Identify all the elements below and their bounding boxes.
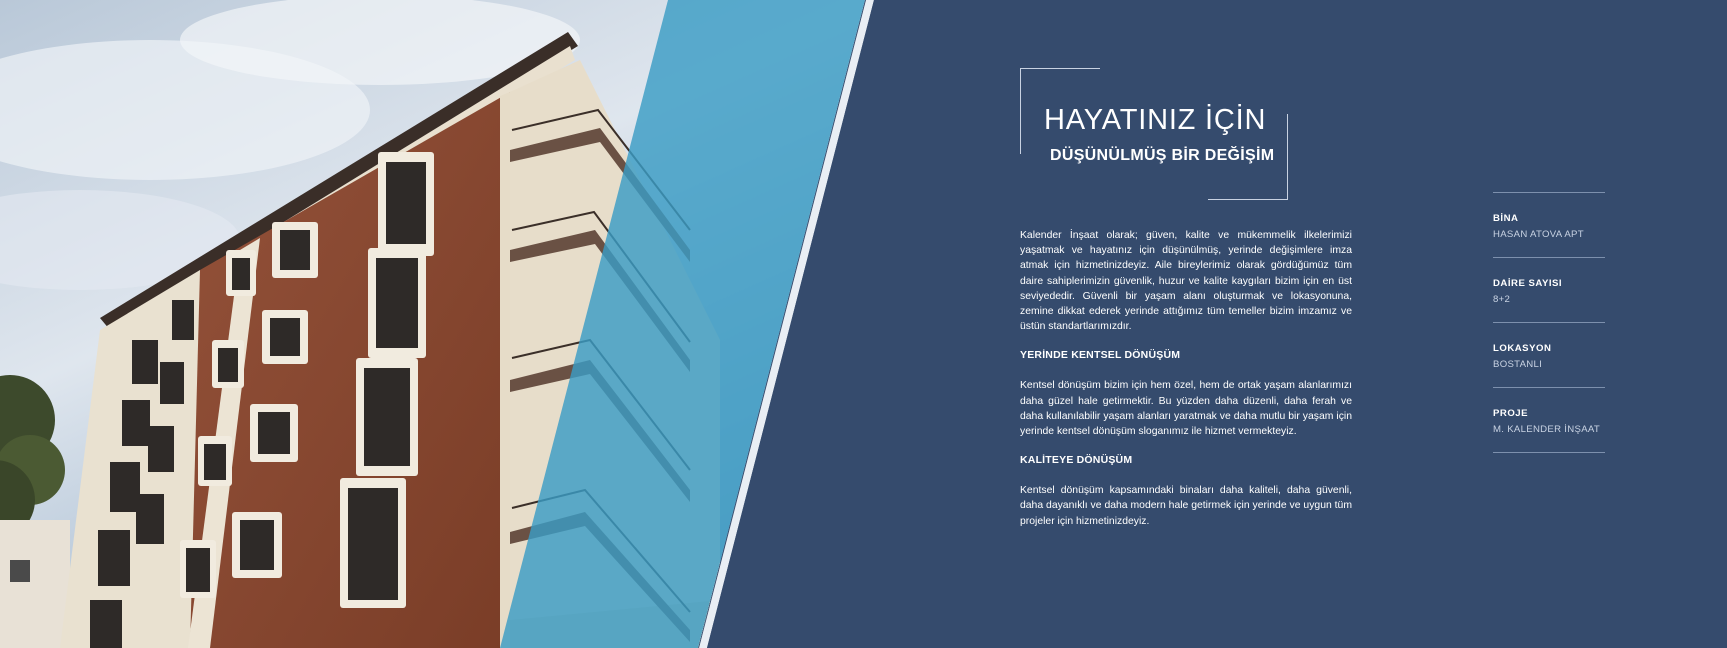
info-label: PROJE: [1493, 408, 1529, 419]
section-paragraph: Kentsel dönüşüm kapsamındaki binaları daha kaliteli, daha güvenli, daha dayanıklı ve daha modern hale getirmek için yerinde ve uygun tüm projeler için hizmetinizdeyiz.: [1020, 485, 1352, 527]
info-item-daire-sayisi: [1493, 258, 1605, 323]
title-frame: [1020, 68, 1288, 200]
info-value: M. KALENDER İNŞAAT: [1493, 424, 1601, 435]
info-value: BOSTANLI: [1493, 359, 1543, 370]
frame-line: [1020, 68, 1100, 69]
info-value: HASAN ATOVA APT: [1493, 229, 1584, 240]
info-item-bina: [1493, 193, 1605, 258]
frame-line: [1020, 68, 1021, 154]
info-item-proje: [1493, 388, 1605, 453]
frame-line: [1287, 114, 1288, 200]
info-label: BİNA: [1493, 213, 1519, 224]
page-title: HAYATINIZ İÇİN: [1044, 104, 1267, 136]
section-paragraph: Kentsel dönüşüm bizim için hem özel, hem de ortak yaşam alanlarımızı daha güzel hale getirmektir. Bu yüzden daha düzenli, daha ferah ve daha kullanılabilir yaşam alanları yaratmak ve daha mutlu bir yaşam için yerinde kentsel dönüşüm sloganımız ile hizmet vermekteyiz.: [1020, 380, 1352, 438]
section-heading: YERİNDE KENTSEL DÖNÜŞÜM: [1020, 349, 1181, 362]
frame-line: [1208, 199, 1288, 200]
project-info: [1493, 192, 1605, 453]
info-label: DAİRE SAYISI: [1493, 278, 1563, 289]
intro-paragraph: Kalender İnşaat olarak; güven, kalite ve mükemmelik ilkelerimizi yaşatmak ve hayatınız için düşünülmüş, yerinde değişimlere imza atmak için hizmetinizdeyiz. Aile bireylerimiz olarak gördüğümüz tüm daire sahiplerimizin güvenlik, huzur ve kalite kaygıları bizim için en üst seviyededir. Güvenli bir yaşam alanı oluşturmak ve lokasyonuna, zemine dikkat ederek yerinde attığımız tüm temeller bizim imzamız ve üstün standartlarımızdır.: [1020, 230, 1352, 333]
info-label: LOKASYON: [1493, 343, 1552, 354]
page-subtitle: DÜŞÜNÜLMÜŞ BİR DEĞİŞİM: [1050, 147, 1275, 164]
info-value: 8+2: [1493, 294, 1511, 305]
info-item-lokasyon: [1493, 323, 1605, 388]
section-heading: KALİTEYE DÖNÜŞÜM: [1020, 454, 1133, 467]
main-content: [1020, 228, 1352, 529]
